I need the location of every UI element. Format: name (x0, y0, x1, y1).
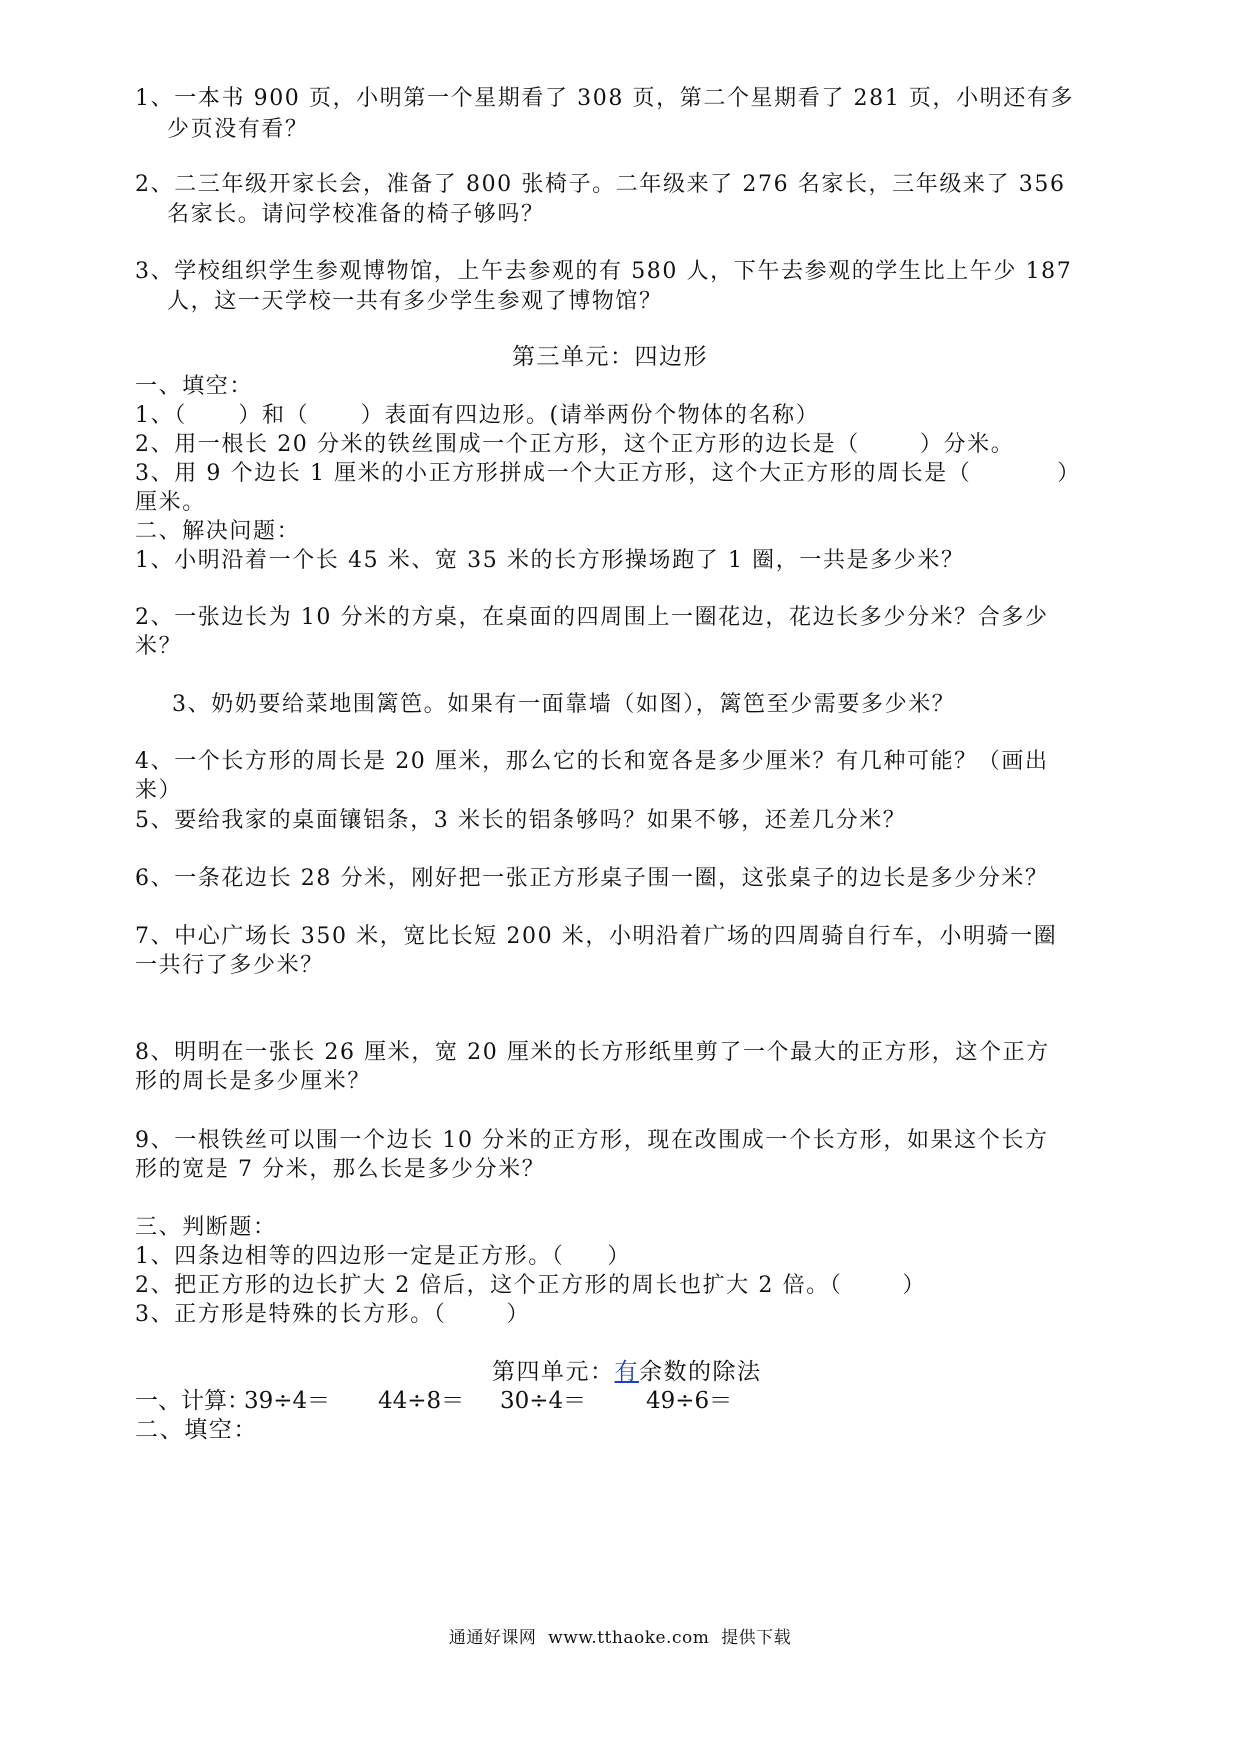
unit3-fill-heading: 一、填空： (135, 374, 254, 399)
solve-item: 4、一个长方形的周长是 20 厘米，那么它的长和宽各是多少厘米？有几种可能？（画出 (135, 749, 1049, 774)
unit3-judge-heading: 三、判断题： (135, 1215, 277, 1240)
unit4-title (492, 1357, 762, 1387)
unit3-title: 第三单元：四边形 (512, 344, 708, 370)
page-footer: 通通好课网 www.tthaoke.com 提供下载 (448, 1628, 792, 1648)
solve-item: 3、奶奶要给菜地围篱笆。如果有一面靠墙（如图），篱笆至少需要多少米？ (172, 692, 956, 717)
calc-item: 30÷4＝ (500, 1388, 587, 1414)
unit4-title-link[interactable]: 有 (614, 1359, 639, 1385)
calc-item: 49÷6＝ (646, 1388, 733, 1414)
solve-item: 9、一根铁丝可以围一个边长 10 分米的正方形，现在改围成一个长方形，如果这个长方 (135, 1128, 1049, 1153)
fill-item: 2、用一根长 20 分米的铁丝围成一个正方形，这个正方形的边长是（ ）分米。 (135, 432, 1015, 457)
judge-item: 2、把正方形的边长扩大 2 倍后，这个正方形的周长也扩大 2 倍。（ ） (135, 1273, 927, 1298)
unit4-title-prefix: 第四单元： (492, 1359, 615, 1385)
problem-text: 2、二三年级开家长会，准备了 800 张椅子。二年级来了 276 名家长，三年级来了 356 (135, 172, 1066, 197)
fill-item: 1、（ ）和（ ）表面有四边形。(请举两份个物体的名称） (135, 403, 820, 428)
judge-item: 3、正方形是特殊的长方形。（ ） (135, 1302, 531, 1327)
solve-item-continued: 形的宽是 7 分米，那么长是多少分米？ (135, 1157, 546, 1182)
problem-text: 名家长。请问学校准备的椅子够吗？ (167, 202, 545, 227)
problem-text: 人，这一天学校一共有多少学生参观了博物馆？ (167, 289, 663, 314)
unit4-fill-heading: 二、填空： (135, 1417, 258, 1443)
fill-item-continued: 厘米。 (135, 490, 206, 515)
solve-item-continued: 形的周长是多少厘米？ (135, 1069, 372, 1094)
problem-text: 3、学校组织学生参观博物馆，上午去参观的有 580 人，下午去参观的学生比上午少 187 (135, 259, 1073, 284)
solve-item: 7、中心广场长 350 米，宽比长短 200 米，小明沿着广场的四周骑自行车，小明骑一圈 (135, 924, 1058, 949)
judge-item: 1、四条边相等的四边形一定是正方形。（ ） (135, 1244, 631, 1269)
problem-text: 少页没有看？ (167, 117, 309, 142)
solve-item-continued: 来） (135, 778, 183, 803)
unit4-calc-label: 一、计算： (135, 1388, 250, 1414)
solve-item: 8、明明在一张长 26 厘米，宽 20 厘米的长方形纸里剪了一个最大的正方形，这个正方 (135, 1040, 1050, 1065)
solve-item: 5、要给我家的桌面镶铝条，3 米长的铝条够吗？如果不够，还差几分米？ (135, 808, 907, 833)
calc-item: 44÷8＝ (378, 1388, 465, 1414)
solve-item-continued: 一共行了多少米？ (135, 953, 324, 978)
unit4-title-suffix: 余数的除法 (639, 1359, 762, 1385)
calc-item: 39÷4＝ (244, 1388, 331, 1414)
unit3-solve-heading: 二、解决问题： (135, 519, 301, 544)
solve-item-continued: 米？ (135, 634, 183, 659)
solve-item: 1、小明沿着一个长 45 米、宽 35 米的长方形操场跑了 1 圈，一共是多少米？ (135, 548, 965, 573)
solve-item: 2、一张边长为 10 分米的方桌，在桌面的四周围上一圈花边，花边长多少分米？合多少 (135, 605, 1049, 630)
fill-item: 3、用 9 个边长 1 厘米的小正方形拼成一个大正方形，这个大正方形的周长是（ ） (135, 461, 1081, 486)
problem-text: 1、一本书 900 页，小明第一个星期看了 308 页，第二个星期看了 281 页，小明还有多 (135, 86, 1075, 111)
solve-item: 6、一条花边长 28 分米，刚好把一张正方形桌子围一圈，这张桌子的边长是多少分米？ (135, 866, 1049, 891)
